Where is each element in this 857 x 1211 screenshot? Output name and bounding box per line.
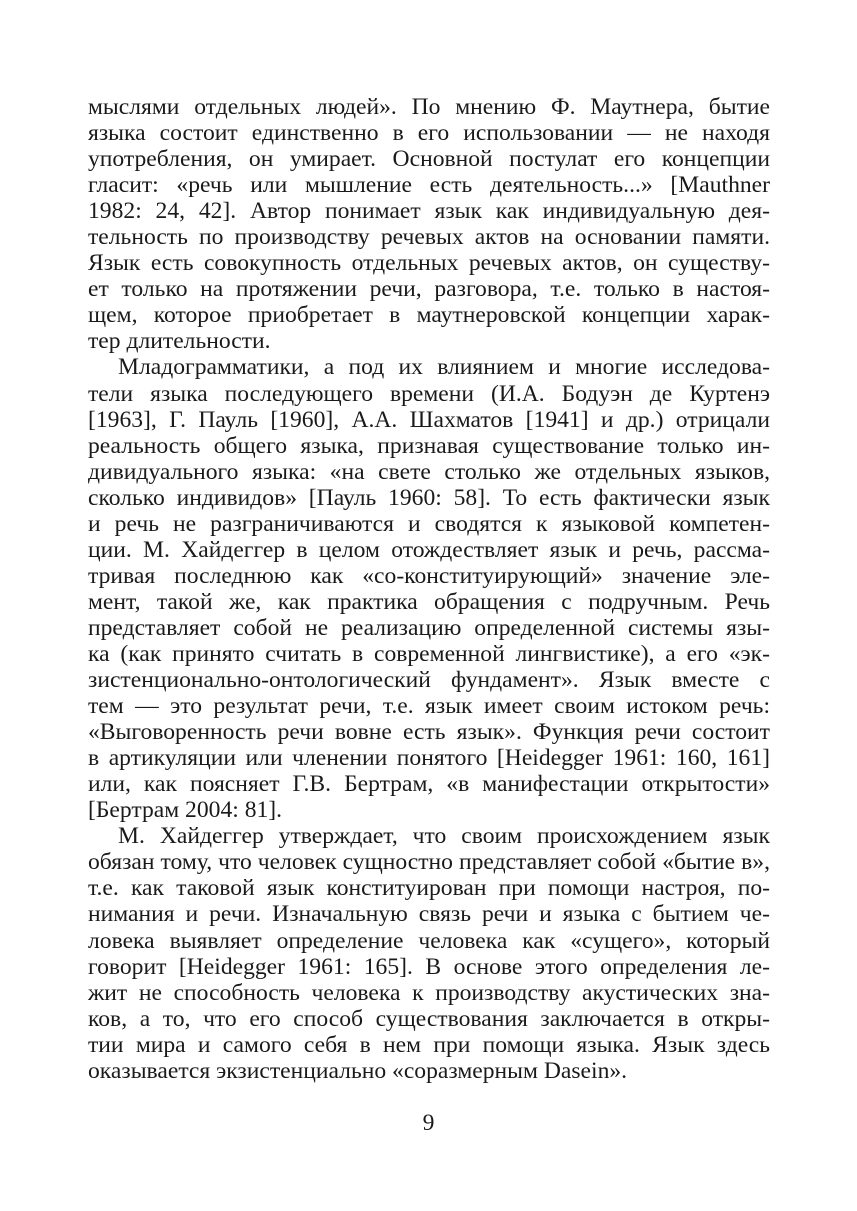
text-line: обязан тому, что человек сущностно представляет собой «бытие в», <box>88 849 770 876</box>
text-line: оказывается экзистенциально «соразмерным Dasein». <box>88 1057 628 1084</box>
text-line: сколько индивидов» [Пауль 1960: 58]. То есть фактически язык <box>88 484 770 511</box>
page-number: 9 <box>422 1110 435 1136</box>
text-line: тели языка последующего времени (И.А. Бодуэн де Куртенэ <box>88 380 770 407</box>
text-line: тельность по производству речевых актов на основании памяти. <box>88 224 770 251</box>
text-line: тем — это результат речи, т.е. язык имеет своим истоком речь: <box>88 693 770 720</box>
text-line: говорит [Heidegger 1961: 165]. В основе этого определения ле- <box>88 953 770 980</box>
text-line: представляет собой не реализацию определенной системы язы- <box>88 614 770 641</box>
text-line: Младограмматики, а под их влиянием и многие исследова- <box>118 354 770 381</box>
page-body <box>88 94 770 1084</box>
text-line: ка (как принято считать в современной лингвистике), а его «эк- <box>88 640 770 667</box>
text-line: употребления, он умирает. Основной постулат его концепции <box>88 146 770 173</box>
text-line: дивидуального языка: «на свете столько же отдельных языков, <box>88 458 770 485</box>
text-line: мент, такой же, как практика обращения с подручным. Речь <box>88 588 770 615</box>
text-line: мыслями отдельных людей». По мнению Ф. Маутнера, бытие <box>88 94 770 120</box>
text-line: ет только на протяжении речи, разговора, т.е. только в настоя- <box>88 276 770 303</box>
paragraph <box>88 354 770 823</box>
text-line: «Выговоренность речи вовне есть язык». Функция речи состоит <box>88 719 770 746</box>
text-line: тривая последнюю как «со-конституирующий» значение эле- <box>88 562 770 589</box>
text-line: ловека выявляет определение человека как «сущего», который <box>88 927 770 954</box>
text-line: зистенционально-онтологический фундамент». Язык вместе с <box>88 667 770 694</box>
text-line: [Бертрам 2004: 81]. <box>88 797 283 824</box>
text-line: и речь не разграничиваются и сводятся к языковой компетен- <box>88 510 770 537</box>
text-line: или, как поясняет Г.В. Бертрам, «в манифестации открытости» <box>88 771 770 798</box>
text-line: языка состоит единственно в его использовании — не находя <box>88 120 770 147</box>
text-line: жит не способность человека к производству акустических зна- <box>88 979 770 1006</box>
text-line: ции. М. Хайдеггер в целом отождествляет язык и речь, рассма- <box>88 536 770 563</box>
paragraph <box>88 94 770 354</box>
text-line: 1982: 24, 42]. Автор понимает язык как индивидуальную дея- <box>88 198 770 225</box>
text-line: в артикуляции или членении понятого [Heidegger 1961: 160, 161] <box>88 745 770 772</box>
text-line: Язык есть совокупность отдельных речевых актов, он существу- <box>88 250 770 277</box>
text-line: М. Хайдеггер утверждает, что своим происхождением язык <box>118 823 770 850</box>
text-line: гласит: «речь или мышление есть деятельность...» [Mauthner <box>88 172 770 199</box>
text-line: щем, которое приобретает в маутнеровской концепции харак- <box>88 302 770 329</box>
text-line: тер длительности. <box>88 328 271 355</box>
text-line: т.е. как таковой язык конституирован при помощи настроя, по- <box>88 875 770 902</box>
text-line: [1963], Г. Пауль [1960], А.А. Шахматов [1941] и др.) отрицали <box>88 406 770 433</box>
text-line: реальность общего языка, признавая существование только ин- <box>88 432 770 459</box>
text-line: ков, а то, что его способ существования заключается в откры- <box>88 1005 770 1032</box>
paragraph <box>88 823 770 1083</box>
text-line: тии мира и самого себя в нем при помощи языка. Язык здесь <box>88 1031 770 1058</box>
text-line: нимания и речи. Изначальную связь речи и языка с бытием че- <box>88 901 770 928</box>
